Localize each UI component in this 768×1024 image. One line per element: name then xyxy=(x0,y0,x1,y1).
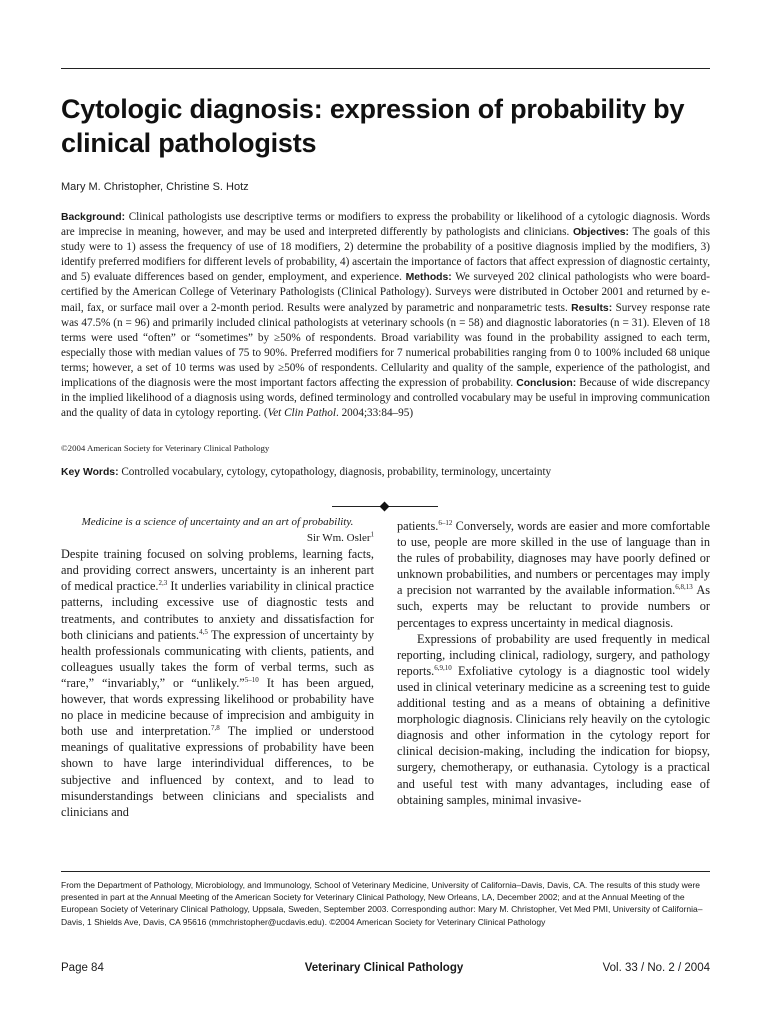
epigraph-quote: Medicine is a science of uncertainty and an art of probability. xyxy=(81,516,354,528)
keywords-text: Controlled vocabulary, cytology, cytopathology, diagnosis, probability, terminology, uncertainty xyxy=(121,466,552,478)
epigraph-attribution xyxy=(61,530,374,546)
citation-rest: . 2004;33:84–95) xyxy=(335,407,414,420)
author-list: Mary M. Christopher, Christine S. Hotz xyxy=(61,181,249,193)
conclusion-label: Conclusion: xyxy=(516,378,577,390)
abstract xyxy=(61,210,710,421)
citation-ref: 6,9,10 xyxy=(434,663,452,672)
objectives-text: The goals of this study were to 1) assess the frequency of use of 18 modifiers, 2) determine the probability of a positive diagnosis implied by the modifiers, 3) identify preferred modifiers for different levels of probability, 4) ascertain the importance of factors that affect expression of diagnostic certainty, and 5) evaluate differences based on gender, employment, and experience. xyxy=(61,226,710,284)
background-text: Clinical pathologists use descriptive terms or modifiers to express the probability or likelihood of a cytologic diagnosis. Words are imprecise in meaning, however, and may be used and interpreted differently by pathologists and clinicians. xyxy=(61,211,710,239)
copyright-line: ©2004 American Society for Veterinary Clinical Pathology xyxy=(61,443,270,453)
body-text: Exfoliative cytology is a diagnostic tool widely used in clinical veterinary medicine as a screening test to guide additional testing and as a means of obtaining a definitive morphologic diagnosis. Clinicians rely heavily on the cytologic diagnosis and other information in the cytology report for clinical decision-making, including the indication for biopsy, surgery, chemotherapy, or euthanasia. Cytology is a practical and useful test with many advantages, including ease of obtaining samples, minimal invasive- xyxy=(397,663,710,807)
body-text: It has been argued, however, that words expressing likelihood or probability have no place in medicine because of imprecision and ambiguity in both use and interpretation. xyxy=(61,675,374,739)
citation-ref: 5–10 xyxy=(244,675,259,684)
citation-journal: Vet Clin Pathol xyxy=(267,407,336,420)
body-text: Expressions of probability are used frequently in medical reporting, including clinical, radiology, surgery, and pathology reports. xyxy=(397,631,710,678)
body-text: Despite training focused on solving problems, learning facts, and providing correct answers, uncertainty is an inherent part of medical practice. xyxy=(61,547,374,594)
page-number: Page 84 xyxy=(61,962,104,974)
journal-name: Veterinary Clinical Pathology xyxy=(304,962,464,974)
affiliation-footnote: From the Department of Pathology, Microbiology, and Immunology, School of Veterinary Medicine, University of California–Davis, Davis, CA. The results of this study were presented in part at the Annual Meeting of the American Society for Veterinary Clinical Pathology, New Orleans, LA, December 2002; and at the Annual Meeting of the European Society of Veterinary Clinical Pathology, Uppsala, Sweden, September 2003. Corresponding author: Mary M. Christopher, Vet Med PMI, University of California–Davis, 1 Shields Ave, Davis, CA 95616 (mmchristopher@ucdavis.edu). ©2004 American Society for Veterinary Clinical Pathology xyxy=(61,880,703,927)
citation-ref: 6,8,13 xyxy=(675,583,693,592)
body-text: Conversely, words are easier and more comfortable to use, people are more skilled in the use of language than in the rules of probability, diagnoses may have poorly defined or unknown probabilities, and numbers or percentages may imply a precision not warranted by the available information. xyxy=(397,519,710,598)
citation-ref: 4,5 xyxy=(199,627,208,636)
body-column-left xyxy=(61,514,374,820)
body-text: The implied or understood meanings of qualitative expressions of probability have been shown to have large interindividual differences, to be subjective and influenced by context, and to lead to misunderstandings between clinicians and specialists and clinicians and xyxy=(61,724,374,819)
body-text: patients. xyxy=(397,519,439,533)
epigraph-author: Sir Wm. Osler xyxy=(306,532,371,545)
objectives-label: Objectives: xyxy=(572,227,629,239)
results-label: Results: xyxy=(571,302,613,314)
body-text: It underlies variability in clinical practice patterns, including excessive use of diagnostic tests and treatments, and contributes to anxiety and dissatisfaction for both clinicians and patients. xyxy=(61,579,375,642)
keywords-line xyxy=(61,466,710,478)
footnote-rule xyxy=(61,871,710,872)
methods-text: We surveyed 202 clinical pathologists who were board-certified by the American College of Veterinary Pathologists (Clinical Pathology). Surveys were distributed in October 2001 and returned by e-mail, fax, or surface mail over a 2-month period. Results were analyzed by parametric and nonparametric tests. xyxy=(61,271,710,314)
citation-ref: 7,8 xyxy=(211,724,220,733)
keywords-label: Key Words: xyxy=(61,467,119,478)
epigraph-ref: 1 xyxy=(370,530,374,539)
section-divider xyxy=(332,501,438,513)
citation-ref: 2,3 xyxy=(158,579,168,588)
volume-issue: Vol. 33 / No. 2 / 2004 xyxy=(602,962,710,974)
body-paragraph xyxy=(397,631,710,808)
body-column-right xyxy=(397,518,710,808)
body-paragraph xyxy=(61,546,374,820)
article-title: Cytologic diagnosis: expression of probability by clinical pathologists xyxy=(61,94,685,158)
results-text: Survey response rate was 47.5% (n = 96) and primarily included clinical pathologists at veterinary schools (n = 58) and diagnostic laboratories (n = 31). Eleven of 18 terms were used “often” or “sometimes” by ≥50% of respondents. Broad variability was found in the probability assigned to each term, especially those with median values of 75 to 90%. Preferred modifiers for 7 numerical probabilities ranging from 0 to 100% included 68 unique terms; however, a set of 10 terms was used by ≥50% of respondents. Cellularity and quality of the sample, experience of the pathologist, and implications of the diagnosis were the most important factors affecting the expression of probability. xyxy=(61,301,710,390)
citation-ref: 6–12 xyxy=(438,518,453,527)
conclusion-text: Because of wide discrepancy in the implied likelihood of a diagnosis using words, defined terminology and controlled vocabulary may be useful in improving communication and the quality of data in cytology reporting. ( xyxy=(61,377,710,420)
body-text: The expression of uncertainty by health professionals communicating with clients, patients, and colleagues usually takes the form of verbal terms, such as “rare,” “invariably,” or “unlikely.” xyxy=(61,627,374,690)
top-rule xyxy=(61,68,710,69)
body-text: As such, experts may be reluctant to provide numbers or percentages to express uncertainty in medical diagnosis. xyxy=(397,583,710,630)
diamond-ornament-icon xyxy=(380,502,390,512)
methods-label: Methods: xyxy=(405,272,452,284)
background-label: Background: xyxy=(61,212,126,223)
body-paragraph xyxy=(397,518,710,631)
